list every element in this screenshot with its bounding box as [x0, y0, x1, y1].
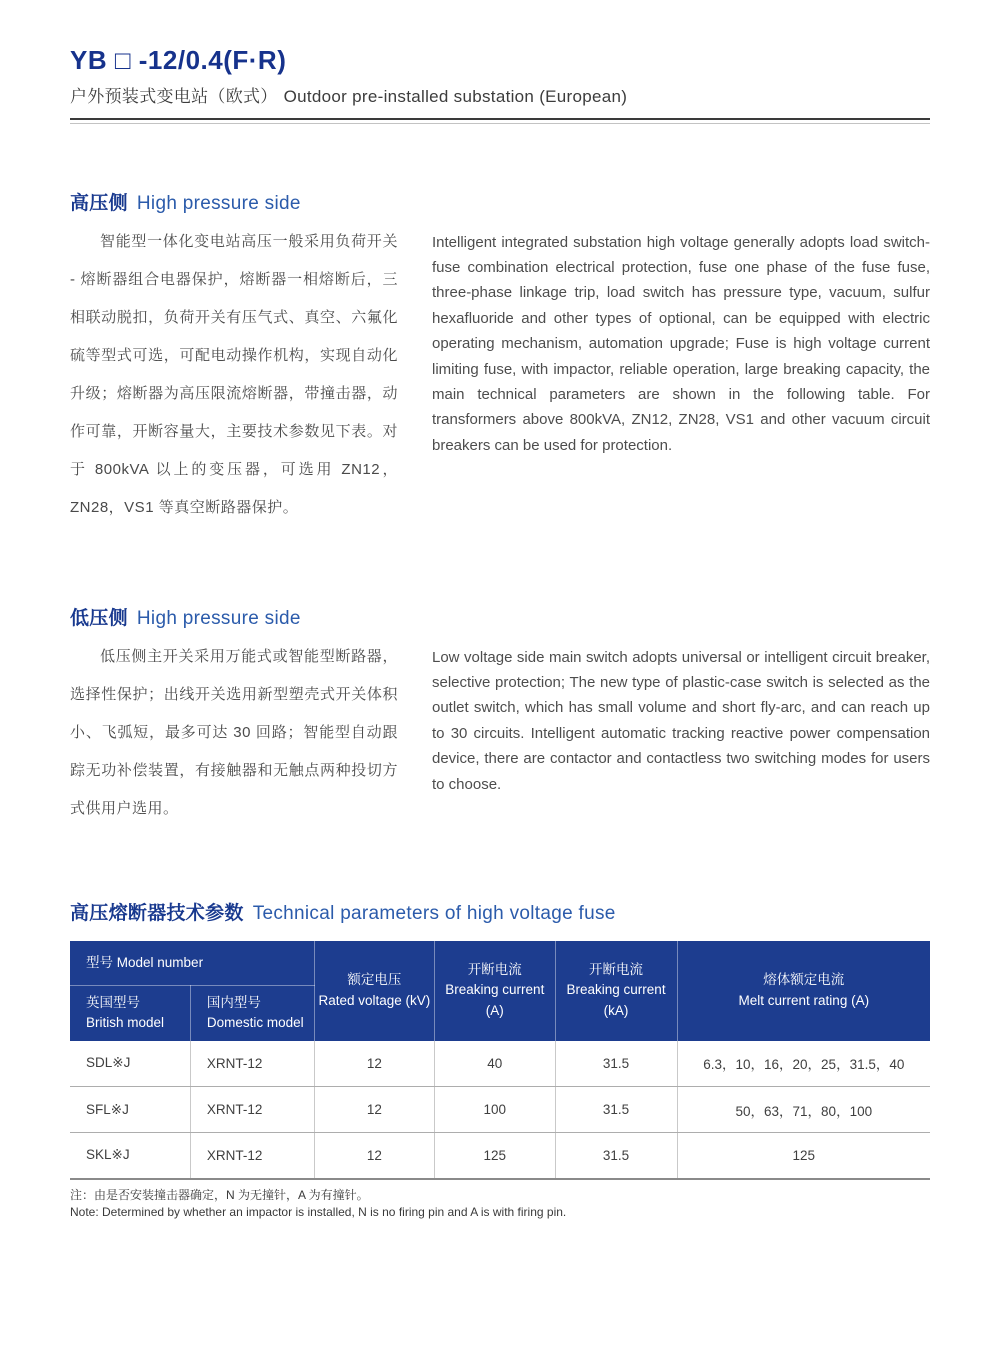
- cell-melt-current: 50，63，71，80，100: [677, 1087, 930, 1133]
- paragraph-cn: 低压侧主开关采用万能式或智能型断路器，选择性保护；出线开关选用新型塑壳式开关体积小、飞弧短，最多可达 30 回路；智能型自动跟踪无功补偿装置，有接触器和无触点两种投切方式供用户选用。: [70, 647, 398, 817]
- section-high-pressure-side: [0, 188, 1000, 527]
- table-heading-en: Technical parameters of high voltage fuse: [252, 902, 616, 924]
- header-voltage-cn: 额定电压: [347, 972, 402, 988]
- cell-domestic-model: XRNT-12: [190, 1041, 314, 1087]
- table-body: [70, 1041, 930, 1179]
- header-cell-domestic-model: [190, 986, 314, 1041]
- doc-header: [70, 44, 930, 124]
- cell-melt-current: 125: [677, 1133, 930, 1179]
- cell-breaking-current-ka: 31.5: [555, 1087, 677, 1133]
- cell-melt-current: 6.3，10，16，20，25，31.5，40: [677, 1041, 930, 1087]
- table-heading-cn: 高压熔断器技术参数: [70, 902, 244, 924]
- paragraph-en: Low voltage side main switch adopts universal or intelligent circuit breaker, selective protection; The new type of plastic-case switch is selected as the outlet switch, which has small volume and short fly-arc, and can reach up to 30 circuits. Intelligent automatic tracking reactive power compensation device, there are contactor and contactless two switching modes for users to choose.: [432, 648, 930, 793]
- page-subtitle-en: Outdoor pre-installed substation (European): [283, 86, 628, 106]
- header-domestic-en: Domestic model: [206, 1015, 304, 1031]
- cell-domestic-model: XRNT-12: [190, 1087, 314, 1133]
- header-divider: [70, 118, 930, 124]
- header-model-en: Model number: [116, 954, 204, 970]
- cell-british-model: SDL※J: [70, 1041, 190, 1087]
- cell-breaking-current-ka: 31.5: [555, 1041, 677, 1087]
- fuse-parameters-table: [70, 941, 930, 1180]
- cell-rated-voltage: 12: [314, 1133, 434, 1179]
- section-heading-en: High pressure side: [136, 607, 301, 629]
- header-breaking-a-unit: (A): [485, 1002, 504, 1018]
- section-heading-cn: 高压侧: [70, 192, 128, 214]
- header-voltage-en: Rated voltage (kV): [318, 992, 431, 1008]
- header-cell-melt-current: [677, 941, 930, 1041]
- cell-rated-voltage: 12: [314, 1041, 434, 1087]
- cell-domestic-model: XRNT-12: [190, 1133, 314, 1179]
- header-british-cn: 英国型号: [86, 995, 140, 1010]
- cell-rated-voltage: 12: [314, 1087, 434, 1133]
- header-cell-rated-voltage: [314, 941, 434, 1041]
- header-british-en: British model: [86, 1015, 165, 1031]
- header-divider-light-line: [70, 123, 930, 124]
- header-breaking-ka-unit: (kA): [603, 1002, 629, 1018]
- header-cell-british-model: [70, 986, 190, 1041]
- table-header: [70, 941, 930, 1041]
- table-note-en: Note: Determined by whether an impactor is installed, N is no firing pin and A is with firing pin.: [70, 1204, 567, 1219]
- page-title: YB □ -12/0.4(F·R): [70, 45, 287, 75]
- cell-breaking-current-a: 100: [435, 1087, 555, 1133]
- section-heading-cn: 低压侧: [70, 607, 128, 629]
- header-breaking-ka-en: Breaking current: [566, 982, 666, 998]
- header-melt-en: Melt current rating (A): [738, 992, 870, 1008]
- cell-breaking-current-a: 40: [435, 1041, 555, 1087]
- section-body-low-pressure: [70, 638, 930, 828]
- header-divider-dark-line: [70, 118, 930, 120]
- section-heading-high-pressure: [70, 188, 930, 215]
- section-fuse-parameters: [0, 898, 1000, 1222]
- cell-breaking-current-ka: 31.5: [555, 1133, 677, 1179]
- cell-breaking-current-a: 125: [435, 1133, 555, 1179]
- section-low-pressure-side: [0, 603, 1000, 828]
- page-subtitle-cn: 户外预装式变电站（欧式）: [70, 86, 278, 106]
- table-row: [70, 1041, 930, 1087]
- table-row: [70, 1133, 930, 1179]
- header-breaking-a-en: Breaking current: [445, 982, 545, 998]
- header-model-cn: 型号: [86, 954, 113, 970]
- header-cell-model-number: [70, 941, 314, 986]
- cell-british-model: SKL※J: [70, 1133, 190, 1179]
- section-heading-en: High pressure side: [136, 192, 301, 214]
- header-breaking-a-cn: 开断电流: [467, 962, 522, 978]
- header-cell-breaking-current-ka: [555, 941, 677, 1041]
- section-body-high-pressure: [70, 223, 930, 527]
- table-note: [70, 1187, 930, 1222]
- section-heading-low-pressure: [70, 603, 930, 630]
- table-row: [70, 1087, 930, 1133]
- header-cell-breaking-current-a: [435, 941, 555, 1041]
- table-note-cn: 注：由是否安装撞击器确定，N 为无撞针，A 为有撞针。: [70, 1187, 369, 1202]
- paragraph-en: Intelligent integrated substation high voltage generally adopts load switch-fuse combination electrical protection, fuse one phase of the fuse fuse, three-phase linkage trip, load switch has pressure type, vacuum, sulfur hexafluoride and other types of optional, can be equipped with electric operating mechanism, automation upgrade; Fuse is high voltage current limiting fuse, with impactor, reliable operation, large breaking capacity, the main technical parameters are shown in the following table. For transformers above 800kVA, ZN12, ZN28, VS1 and other vacuum circuit breakers can be used for protection.: [432, 233, 930, 454]
- page-subtitle: [70, 82, 930, 107]
- header-breaking-ka-cn: 开断电流: [589, 962, 644, 978]
- cell-british-model: SFL※J: [70, 1087, 190, 1133]
- paragraph-cn: 智能型一体化变电站高压一般采用负荷开关 - 熔断器组合电器保护，熔断器一相熔断后，三相联动脱扣，负荷开关有压气式、真空、六氟化硫等型式可选，可配电动操作机构，实现自动化升级；熔断器为高压限流熔断器，带撞击器，动作可靠，开断容量大，主要技术参数见下表。对于 800kVA 以上的变压器，可选用 ZN12， ZN28，VS1 等真空断路器保护。: [70, 232, 398, 516]
- header-melt-cn: 熔体额定电流: [763, 972, 845, 988]
- table-section-heading: [70, 898, 930, 925]
- header-domestic-cn: 国内型号: [206, 995, 261, 1010]
